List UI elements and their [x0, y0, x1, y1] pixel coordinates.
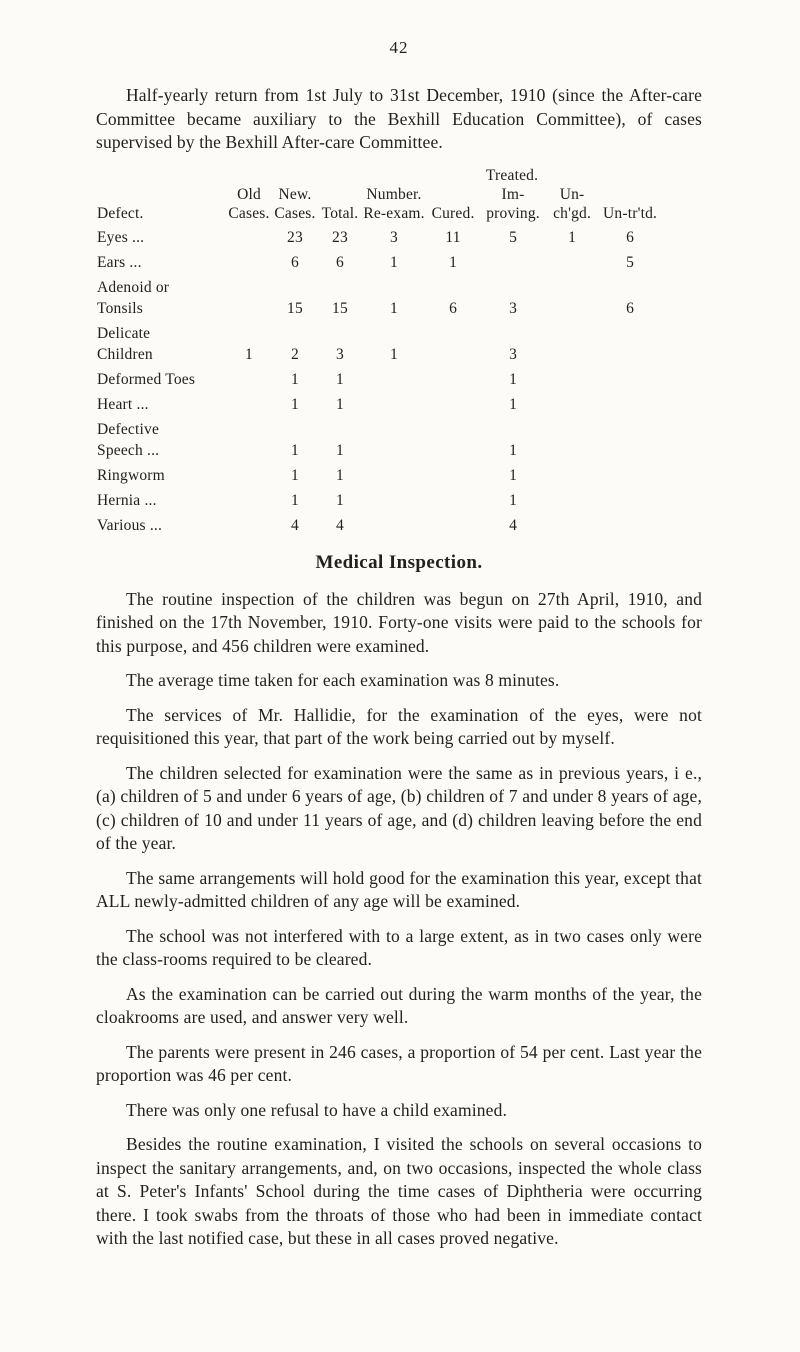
- cell-new: 6: [291, 253, 299, 271]
- cell-old: [226, 415, 272, 461]
- body-paragraph: There was only one refusal to have a child examined.: [126, 1099, 507, 1120]
- cell-reexam: [362, 390, 426, 415]
- cell-untreated: [598, 365, 662, 390]
- cell-total: 1: [336, 395, 344, 413]
- table-row-hernia: [96, 486, 662, 511]
- table-row-ears: [96, 248, 662, 273]
- defect-name-line1: Defective: [97, 420, 160, 438]
- cell-new: 1: [291, 395, 299, 413]
- cell-old: 1: [245, 345, 253, 363]
- header-new-cases-top: New.: [278, 185, 312, 203]
- cell-unchanged: [546, 511, 598, 536]
- defect-name: Eyes ...: [97, 228, 145, 246]
- body-paragraph: As the examination can be carried out during the warm months of the year, the cloakrooms are used, and answer very well.: [96, 983, 702, 1027]
- cell-cured: 6: [449, 299, 458, 317]
- body-paragraph: The school was not interfered with to a large extent, as in two cases only were the class-rooms required to be cleared.: [96, 925, 702, 969]
- header-total: Total.: [321, 204, 359, 222]
- defect-name: [96, 273, 226, 319]
- cell-reexam: 1: [390, 299, 398, 317]
- cell-improving: 1: [509, 466, 518, 484]
- cell-total: 1: [336, 370, 344, 388]
- cell-reexam: [362, 486, 426, 511]
- cell-old: [226, 248, 272, 273]
- cell-cured: [426, 415, 480, 461]
- cell-old: [226, 223, 272, 248]
- body-paragraph: The routine inspection of the children was begun on 27th April, 1910, and finished on the 17th November, 1910. Forty-one visits were paid to the schools for this purpose, and 456 children were examined.: [96, 588, 702, 656]
- cell-total: 4: [336, 516, 344, 534]
- body-paragraph: Besides the routine examination, I visited the schools on several occasions to inspect the sanitary arrangements, and, on two occasions, inspected the whole class at S. Peter's Infants' School during the time cases of Diphtheria were occurring there. I took swabs from the throats of those who had been in immediate contact with the last notified case, but these in all cases proved negative.: [96, 1134, 702, 1248]
- cell-improving: 3: [509, 299, 518, 317]
- cell-old: [226, 390, 272, 415]
- defect-name: Various ...: [97, 516, 163, 534]
- cell-unchanged: [546, 365, 598, 390]
- defect-name-line1: Adenoid or: [97, 278, 170, 296]
- table-row-ringworm: [96, 461, 662, 486]
- defect-name: Ears ...: [97, 253, 142, 271]
- spacer-cell: [318, 185, 362, 204]
- cell-unchanged: [546, 273, 598, 319]
- table-row-heart: [96, 390, 662, 415]
- cell-cured: [426, 365, 480, 390]
- table-row-deformed-toes: [96, 365, 662, 390]
- cell-total: 15: [332, 299, 348, 317]
- cell-new: 2: [291, 345, 299, 363]
- cell-improving: 5: [509, 228, 518, 246]
- cell-improving: [480, 248, 546, 273]
- cell-reexam: 1: [390, 253, 398, 271]
- defect-name: Deformed Toes: [97, 370, 196, 388]
- cell-untreated: [598, 511, 662, 536]
- cell-old: [226, 486, 272, 511]
- cell-untreated: [598, 415, 662, 461]
- cell-cured: 11: [445, 228, 461, 246]
- cell-unchanged: [546, 461, 598, 486]
- cell-new: 1: [291, 370, 299, 388]
- treated-span-header: Treated.: [485, 166, 539, 184]
- cell-untreated: [598, 390, 662, 415]
- header-improving-bottom: proving.: [486, 204, 540, 222]
- header-defect: Defect.: [97, 204, 144, 222]
- cell-cured: [426, 486, 480, 511]
- table-row-adenoid-tonsils: [96, 273, 662, 319]
- cell-unchanged: [546, 248, 598, 273]
- cell-unchanged: [546, 390, 598, 415]
- header-untreated: Un-tr'td.: [603, 204, 658, 222]
- cell-untreated: 6: [626, 228, 635, 246]
- body-paragraph: The average time taken for each examination was 8 minutes.: [126, 670, 560, 690]
- defect-name: Heart ...: [97, 395, 149, 413]
- spacer-cell: [96, 185, 226, 204]
- header-improving-top: Im-: [501, 185, 525, 203]
- cell-old: [226, 273, 272, 319]
- cell-new: 15: [287, 299, 303, 317]
- cell-improving: 3: [509, 345, 518, 363]
- spacer-cell: [598, 185, 662, 204]
- header-reexam-bottom: Re-exam.: [363, 204, 425, 222]
- cell-untreated: [598, 319, 662, 365]
- header-old-cases-top: Old: [237, 185, 261, 203]
- spacer-cell: [598, 166, 662, 185]
- cell-improving: 1: [509, 395, 518, 413]
- cell-improving: 1: [509, 441, 518, 459]
- header-reexam-top: Number.: [366, 185, 422, 203]
- cell-total: 6: [336, 253, 344, 271]
- cell-reexam: 3: [390, 228, 398, 246]
- table-row-delicate-children: [96, 319, 662, 365]
- cell-untreated: [598, 461, 662, 486]
- cell-new: 1: [291, 441, 299, 459]
- cell-reexam: 1: [390, 345, 398, 363]
- cell-unchanged: [546, 486, 598, 511]
- cell-old: [226, 461, 272, 486]
- cell-cured: [426, 511, 480, 536]
- cell-cured: [426, 319, 480, 365]
- cell-improving: 1: [509, 370, 518, 388]
- cell-total: 3: [336, 345, 344, 363]
- cell-total: 1: [336, 466, 344, 484]
- defect-name: Ringworm: [97, 466, 165, 484]
- cell-total: 23: [332, 228, 348, 246]
- intro-paragraph: Half-yearly return from 1st July to 31st December, 1910 (since the After-care Committee became auxiliary to the Bexhill Education Committee), of cases supervised by the Bexhill After-care Committee.: [96, 85, 702, 152]
- cell-reexam: [362, 461, 426, 486]
- cell-new: 4: [291, 516, 299, 534]
- cell-new: 23: [287, 228, 303, 246]
- cell-total: 1: [336, 441, 344, 459]
- body-paragraph: The services of Mr. Hallidie, for the examination of the eyes, were not requisitioned this year, that part of the work being carried out by myself.: [96, 704, 702, 748]
- defects-table: [96, 166, 662, 536]
- page-number: 42: [389, 38, 409, 57]
- header-cured: Cured.: [431, 204, 475, 222]
- header-old-cases-bottom: Cases.: [228, 204, 270, 222]
- body-paragraph: The parents were present in 246 cases, a proportion of 54 per cent. Last year the proportion was 46 per cent.: [96, 1041, 702, 1085]
- cell-untreated: 5: [626, 253, 635, 271]
- defect-name-line2: Tonsils: [97, 299, 143, 317]
- section-heading: Medical Inspection.: [315, 551, 483, 573]
- cell-cured: [426, 390, 480, 415]
- header-unchanged-top: Un-: [559, 185, 585, 203]
- cell-unchanged: [546, 415, 598, 461]
- table-header-bottom-row: [96, 204, 662, 223]
- cell-new: 1: [291, 466, 299, 484]
- cell-improving: 4: [509, 516, 518, 534]
- defect-name-line2: Speech ...: [97, 441, 160, 459]
- defect-name: [96, 319, 226, 365]
- body-paragraph: The same arrangements will hold good for the examination this year, except that ALL newly-admitted children of any age will be examined.: [96, 867, 702, 911]
- spacer-cell: [426, 185, 480, 204]
- defect-name: Hernia ...: [97, 491, 157, 509]
- table-row-eyes: [96, 223, 662, 248]
- table-header-top-row: [96, 185, 662, 204]
- table-header-treated-row: [96, 166, 662, 185]
- body-paragraph: The children selected for examination were the same as in previous years, i e., (a) children of 5 and under 6 years of age, (b) children of 7 and under 8 years of age, (c) children of 10 and under 11 years of age, and (d) children leaving before the end of the year.: [96, 762, 702, 853]
- cell-untreated: [598, 486, 662, 511]
- table-row-various: [96, 511, 662, 536]
- cell-unchanged: 1: [568, 228, 577, 246]
- cell-old: [226, 511, 272, 536]
- cell-untreated: 6: [626, 299, 635, 317]
- spacer-cell: [96, 166, 426, 185]
- defect-name-line1: Delicate: [97, 324, 151, 342]
- cell-total: 1: [336, 491, 344, 509]
- cell-old: [226, 365, 272, 390]
- table-row-defective-speech: [96, 415, 662, 461]
- cell-improving: 1: [509, 491, 518, 509]
- header-new-cases-bottom: Cases.: [274, 204, 316, 222]
- cell-new: 1: [291, 491, 299, 509]
- cell-reexam: [362, 511, 426, 536]
- cell-reexam: [362, 365, 426, 390]
- cell-cured: 1: [449, 253, 458, 271]
- defect-name: [96, 415, 226, 461]
- cell-reexam: [362, 415, 426, 461]
- cell-cured: [426, 461, 480, 486]
- defect-name-line2: Children: [97, 345, 153, 363]
- header-unchanged-bottom: ch'gd.: [553, 204, 592, 222]
- cell-unchanged: [546, 319, 598, 365]
